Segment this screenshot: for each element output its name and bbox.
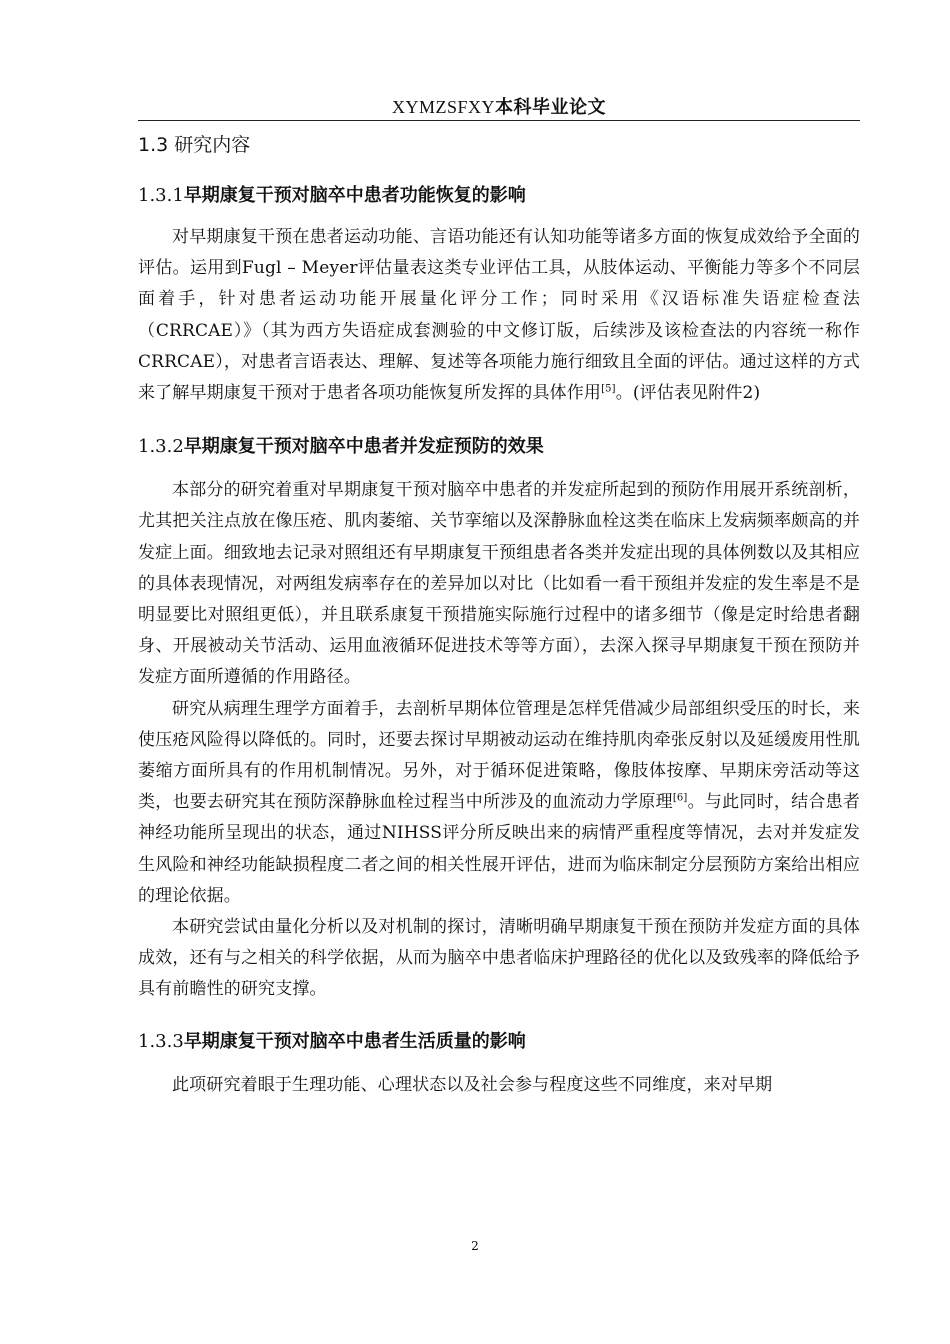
body-content (138, 124, 860, 1101)
page-number: 2 (471, 1239, 479, 1253)
paragraph (138, 475, 860, 693)
header-latin: XYMZSFXY (391, 97, 496, 117)
subsection-title: 早期康复干预对脑卒中患者功能恢复的影响 (183, 185, 526, 206)
header-rule (138, 120, 860, 121)
paragraph-tail: 。与此同时，结合患者神经功能所呈现出的状态，通过NIHSS评分所反映出来的病情严重程度等情况，去对并发症发生风险和神经功能缺损程度二者之间的相关性展开评估，进而为临床制定分层预防方案给出相应的理论依据。 (138, 792, 860, 906)
paragraph (138, 912, 860, 1006)
subsection-number: 1.3.1 (138, 185, 184, 206)
subsection-title: 早期康复干预对脑卒中患者生活质量的影响 (183, 1030, 526, 1052)
paragraph (138, 222, 860, 409)
subsection-heading-1-3-1 (138, 182, 860, 210)
paragraph-text: 对早期康复干预在患者运动功能、言语功能还有认知功能等诸多方面的恢复成效给予全面的评估。运用到Fugl – Meyer评估量表这类专业评估工具，从肢体运动、平衡能力等多个不同层面着手，针对患者运动功能开展量化评分工作；同时采用《汉语标准失语症检查法（CRRCAE）》（其为西方失语症成套测验的中文修订版，后续涉及该检查法的内容统一称作CRRCAE），对患者言语表达、理解、复述等各项能力施行细致且全面的评估。通过这样的方式来了解早期康复干预对于患者各项功能恢复所发挥的具体作用 (138, 227, 860, 404)
subsection-heading-1-3-3 (138, 1028, 860, 1056)
subsection-title: 早期康复干预对脑卒中患者并发症预防的效果 (183, 436, 544, 458)
paragraph-text: 本部分的研究着重对早期康复干预对脑卒中患者的并发症所起到的预防作用展开系统剖析，尤其把关注点放在像压疮、肌肉萎缩、关节挛缩以及深静脉血栓这类在临床上发病频率颇高的并发症上面。细致地去记录对照组还有早期康复干预组患者各类并发症出现的具体例数以及其相应的具体表现情况，对两组发病率存在的差异加以对比（比如看一看干预组并发症的发生率是不是明显要比对照组更低），并且联系康复干预措施实际施行过程中的诸多细节（像是定时给患者翻身、开展被动关节活动、运用血液循环促进技术等等方面），去深入探寻早期康复干预在预防并发症方面所遵循的作用路径。 (138, 480, 860, 688)
paragraph (138, 694, 860, 912)
paragraph-text: 本研究尝试由量化分析以及对机制的探讨，清晰明确早期康复干预在预防并发症方面的具体成效，还有与之相关的科学依据，从而为脑卒中患者临床护理路径的优化以及致残率的降低给予具有前瞻性的研究支撑。 (138, 917, 860, 1000)
section-heading: 1.3 研究内容 (138, 134, 251, 156)
paragraph-text: 此项研究着眼于生理功能、心理状态以及社会参与程度这些不同维度，来对早期 (172, 1074, 773, 1095)
header-title: 本科毕业论文 (495, 97, 607, 118)
subsection-heading-1-3-2 (138, 433, 860, 461)
paragraph-text: 研究从病理生理学方面着手，去剖析早期体位管理是怎样凭借减少局部组织受压的时长，来使压疮风险得以降低的。同时，还要去探讨早期被动运动在维持肌肉牵张反射以及延缓废用性肌萎缩方面所具有的作用机制情况。另外，对于循环促进策略，像肢体按摩、早期床旁活动等这类，也要去研究其在预防深静脉血栓过程当中所涉及的血流动力学原理 (138, 698, 860, 813)
citation-ref: [5] (601, 383, 616, 395)
subsection-number: 1.3.3 (138, 1030, 184, 1052)
paragraph (138, 1070, 860, 1101)
subsection-number: 1.3.2 (138, 436, 184, 458)
citation-ref: [6] (672, 792, 688, 804)
paragraph-tail: 。(评估表见附件2) (615, 383, 761, 404)
running-header (138, 96, 860, 122)
